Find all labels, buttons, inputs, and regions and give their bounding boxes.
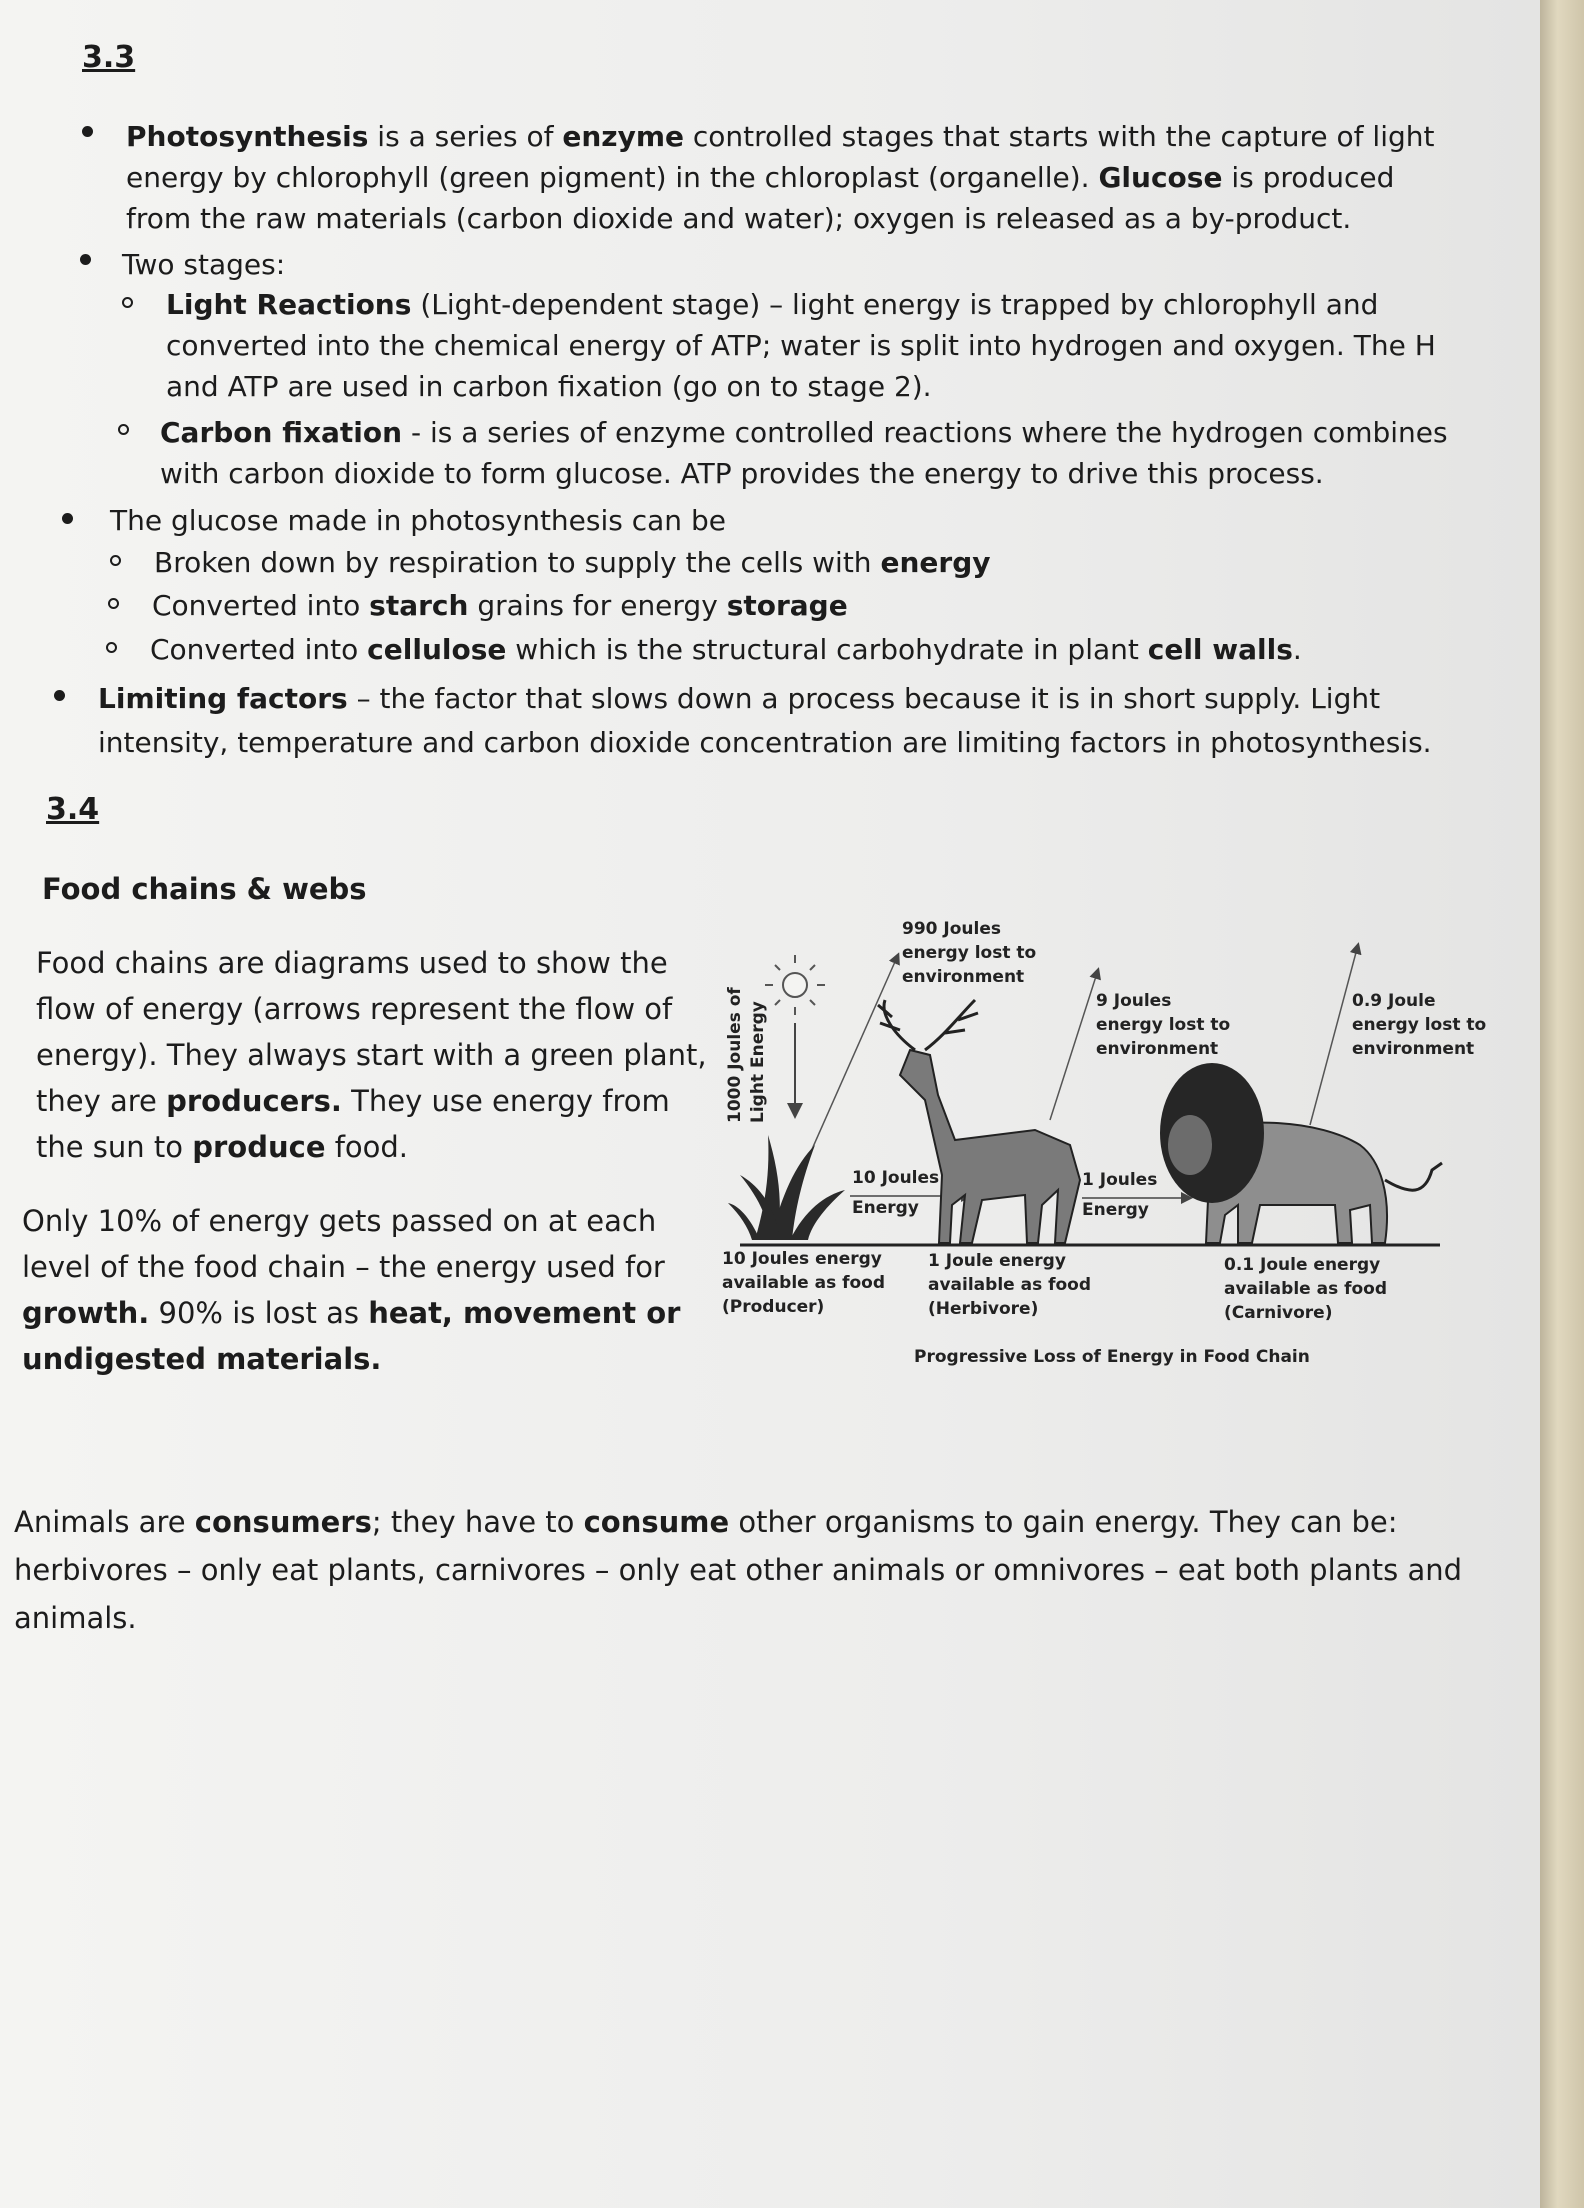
sun-icon xyxy=(765,955,825,1015)
sub-bullet-circle xyxy=(118,424,129,435)
lion-icon xyxy=(1160,1063,1442,1243)
loss-label-producer: 990 Joules energy lost to environment xyxy=(902,919,1037,987)
subheading-food-chains: Food chains & webs xyxy=(42,872,367,906)
paragraph-energy-loss: Only 10% of energy gets passed on at each level of the food chain – the energy used for growth. 90% is lost as heat, movement or undigested materials. xyxy=(22,1204,681,1376)
bullet-photosynthesis: Photosynthesis is a series of enzyme controlled stages that starts with the capture of light energy by chlorophyll (green pigment) in the chloroplast (organelle). Glucose is produced from the raw materials (carbon dioxide and water); oxygen is released as a by-product. xyxy=(126,120,1435,235)
sub-bullet-cellulose: Converted into cellulose which is the structural carbohydrate in plant cell walls. xyxy=(150,633,1302,666)
paragraph-consumers: Animals are consumers; they have to consume other organisms to gain energy. They can be: herbivores – only eat plants, carnivores – only eat other animals or omnivores – eat both plants and animals. xyxy=(14,1505,1463,1635)
page-edge xyxy=(1540,0,1584,2208)
level-label-herbivore: 1 Joule energy available as food (Herbivore) xyxy=(928,1251,1092,1319)
sub-bullet-circle xyxy=(108,598,119,609)
sub-bullet-circle xyxy=(106,642,117,653)
sub-bullet-starch: Converted into starch grains for energy storage xyxy=(152,589,848,622)
bullet-two-stages: Two stages: xyxy=(122,248,286,281)
paragraph-food-chains: Food chains are diagrams used to show the flow of energy (arrows represent the flow of energy). They always start with a green plant, they are producers. They use energy from the sun to produce food. xyxy=(36,946,707,1164)
grass-icon xyxy=(728,1135,845,1240)
section-heading-3-4: 3.4 xyxy=(46,792,100,827)
bullet-dot xyxy=(54,690,65,701)
diagram-caption: Progressive Loss of Energy in Food Chain xyxy=(914,1347,1310,1367)
level-label-carnivore: 0.1 Joule energy available as food (Carnivore) xyxy=(1224,1255,1388,1323)
loss-arrow-producer xyxy=(805,955,898,1165)
loss-arrow-carnivore xyxy=(1310,945,1358,1125)
sub-bullet-respiration: Broken down by respiration to supply the cells with energy xyxy=(154,546,991,579)
section-heading-3-3: 3.3 xyxy=(82,40,136,75)
transfer-label-2: 1 Joules Energy xyxy=(1082,1170,1158,1220)
transfer-label-1: 10 Joules Energy xyxy=(852,1168,940,1218)
bullet-dot xyxy=(62,513,73,524)
sub-bullet-carbon-fixation: Carbon fixation - is a series of enzyme controlled reactions where the hydrogen combines with carbon dioxide to form glucose. ATP provides the energy to drive this process. xyxy=(160,416,1448,490)
loss-label-herbivore: 9 Joules energy lost to environment xyxy=(1096,991,1231,1059)
sub-bullet-light-reactions: Light Reactions (Light-dependent stage) – light energy is trapped by chlorophyll and converted into the chemical energy of ATP; water is split into hydrogen and oxygen. The H and ATP are used in carbon fixation (go on to stage 2). xyxy=(166,288,1436,403)
level-label-producer: 10 Joules energy available as food (Producer) xyxy=(722,1249,886,1317)
light-energy-label-1: 1000 Joules of xyxy=(725,987,745,1123)
food-chain-energy-diagram xyxy=(720,905,1487,1385)
bullet-dot xyxy=(80,254,91,265)
light-energy-label-2: Light Energy xyxy=(748,1001,768,1123)
sub-bullet-circle xyxy=(122,297,133,308)
bullet-glucose-uses: The glucose made in photosynthesis can be xyxy=(110,504,726,537)
loss-arrow-herbivore xyxy=(1050,970,1098,1120)
bullet-dot xyxy=(82,126,93,137)
loss-label-carnivore: 0.9 Joule energy lost to environment xyxy=(1352,991,1487,1059)
bullet-limiting-factors: Limiting factors – the factor that slows down a process because it is in short supply. Light intensity, temperature and carbon dioxide concentration are limiting factors in photosynthesis. xyxy=(98,682,1432,759)
sub-bullet-circle xyxy=(110,555,121,566)
